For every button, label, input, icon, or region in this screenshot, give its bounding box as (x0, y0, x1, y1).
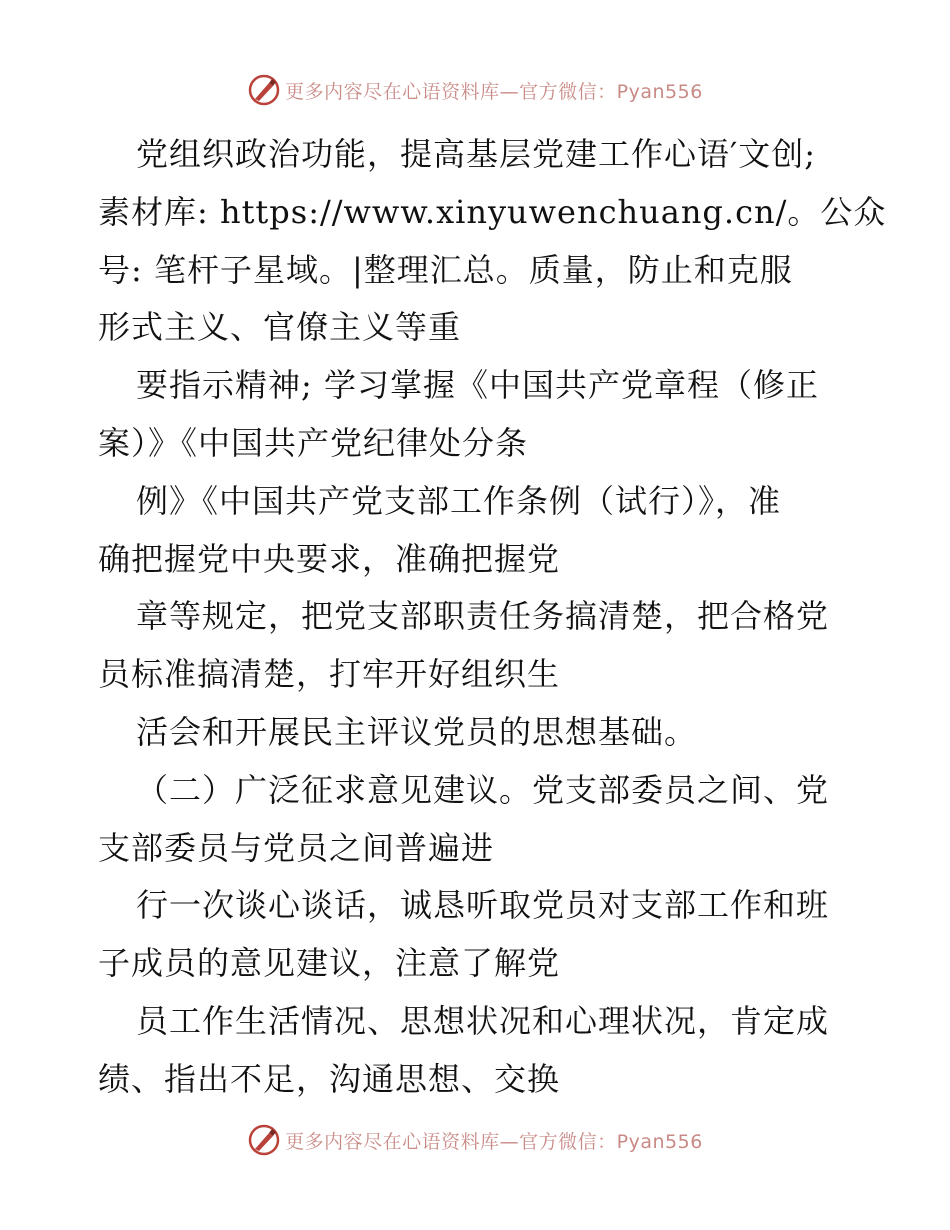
text-line: 活会和开展民主评议党员的思想基础。 (136, 712, 698, 751)
text-line: 要指示精神; 学习掌握《中国共产党章程（修正 (136, 366, 819, 405)
text-line: 确把握党中央要求，准确把握党 (98, 539, 561, 578)
text-line: 号: 笔杆子星域。|整理汇总。质量，防止和克服 (98, 250, 793, 289)
header-banner-text: 更多内容尽在心语资料库—官方微信：Pyan556 (285, 80, 703, 103)
document-body (98, 126, 887, 1109)
text-line: 素材库: https://www.xinyuwenchuang.cn/。公众 (98, 192, 887, 231)
pen-logo-icon (247, 1123, 281, 1157)
text-line: 行一次谈心谈话，诚恳听取党员对支部工作和班 (136, 886, 830, 925)
header-banner (0, 70, 950, 110)
text-line: 章等规定，把党支部职责任务搞清楚，把合格党 (136, 597, 830, 636)
text-line: 党组织政治功能，提高基层党建工作心语′文创; (136, 135, 817, 173)
footer-banner-text: 更多内容尽在心语资料库—官方微信：Pyan556 (285, 1130, 703, 1153)
text-line: （二）广泛征求意见建议。党支部委员之间、党 (136, 770, 830, 809)
text-line: 子成员的意见建议，注意了解党 (98, 944, 561, 983)
text-line: 员工作生活情况、思想状况和心理状况，肯定成 (136, 1001, 830, 1040)
pen-logo-icon (247, 73, 281, 107)
text-line: 支部委员与党员之间普遍进 (98, 828, 495, 867)
text-line: 例》《中国共产党支部工作条例（试行）》，准 (136, 481, 782, 520)
text-line: 案）》《中国共产党纪律处分条 (98, 423, 529, 462)
text-line: 员标准搞清楚，打牢开好组织生 (98, 655, 561, 694)
text-line: 形式主义、官僚主义等重 (98, 308, 462, 347)
text-line: 绩、指出不足，沟通思想、交换 (98, 1059, 561, 1098)
footer-banner (0, 1120, 950, 1160)
